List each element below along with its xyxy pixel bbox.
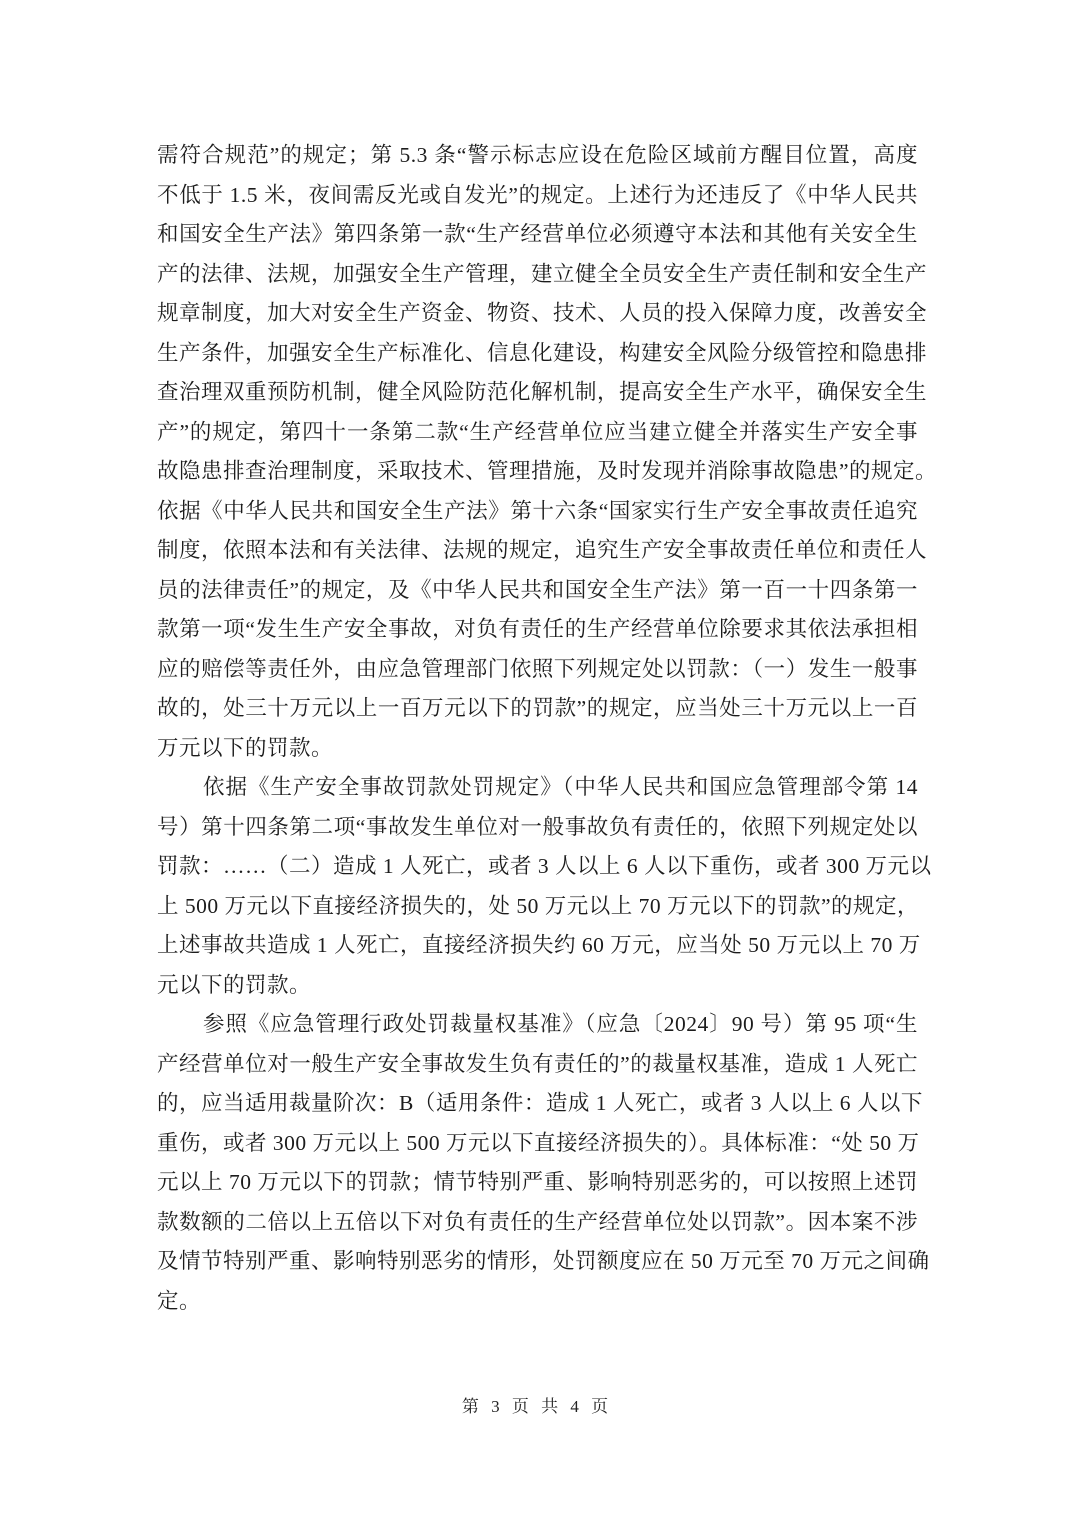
text-line: 产的法律、法规，加强安全生产管理，建立健全全员安全生产责任制和安全生产 [157, 261, 928, 286]
text-line: 重伤，或者 300 万元以上 500 万元以下直接经济损失的）。具体标准：“处 50 万 [157, 1130, 920, 1155]
text-line: 故的，处三十万元以上一百万元以下的罚款”的规定，应当处三十万元以上一百 [157, 696, 918, 720]
paragraph [157, 768, 932, 1005]
text-line: 款第一项“发生生产安全事故，对负有责任的生产经营单位除要求其依法承担相 [157, 617, 918, 641]
text-line: 查治理双重预防机制，健全风险防范化解机制，提高安全生产水平，确保安全生 [157, 380, 928, 404]
text-line: 员的法律责任”的规定，及《中华人民共和国安全生产法》第一百一十四条第一 [157, 577, 918, 602]
text-line: 产经营单位对一般生产安全事故发生负有责任的”的裁量权基准，造成 1 人死亡 [157, 1051, 918, 1076]
text-line: 应的赔偿等责任外，由应急管理部门依照下列规定处以罚款：（一）发生一般事 [157, 656, 918, 681]
text-line: 定。 [157, 1288, 202, 1313]
text-line: 制度，依照本法和有关法律、法规的规定，追究生产安全事故责任单位和责任人 [157, 538, 928, 562]
text-line: 及情节特别严重、影响特别恶劣的情形，处罚额度应在 50 万元至 70 万元之间确 [157, 1249, 930, 1273]
paragraph [157, 1005, 930, 1321]
text-line: 不低于 1.5 米，夜间需反光或自发光”的规定。上述行为还违反了《中华人民共 [157, 182, 918, 207]
text-line: 元以上 70 万元以下的罚款；情节特别严重、影响特别恶劣的，可以按照上述罚 [157, 1170, 918, 1194]
text-line: 款数额的二倍以上五倍以下对负有责任的生产经营单位处以罚款”。因本案不涉 [157, 1209, 918, 1234]
text-line: 罚款：……（二）造成 1 人死亡，或者 3 人以上 6 人以下重伤，或者 300 万元以 [157, 854, 932, 878]
text-line: 故隐患排查治理制度，采取技术、管理措施，及时发现并消除事故隐患”的规定。 [157, 459, 938, 483]
text-line: 生产条件，加强安全生产标准化、信息化建设，构建安全风险分级管控和隐患排 [157, 340, 928, 365]
text-line: 上 500 万元以下直接经济损失的，处 50 万元以上 70 万元以下的罚款”的规定， [157, 893, 920, 918]
text-line: 依据《中华人民共和国安全生产法》第十六条“国家实行生产安全事故责任追究 [157, 498, 918, 523]
text-line: 万元以下的罚款。 [157, 735, 334, 760]
text-line: 规章制度，加大对安全生产资金、物资、技术、人员的投入保障力度，改善安全 [157, 301, 928, 325]
text-line: 的，应当适用裁量阶次：B（适用条件：造成 1 人死亡，或者 3 人以上 6 人以下 [157, 1091, 923, 1115]
text-line: 元以下的罚款。 [157, 972, 312, 997]
text-line: 产”的规定，第四十一条第二款“生产经营单位应当建立健全并落实生产安全事 [157, 419, 918, 444]
text-line: 参照《应急管理行政处罚裁量权基准》（应急〔2024〕90 号）第 95 项“生 [203, 1012, 918, 1036]
page-footer [0, 1392, 1074, 1422]
paragraph [157, 136, 938, 768]
document-body [157, 136, 938, 1321]
text-line: 号）第十四条第二项“事故发生单位对一般事故负有责任的，依照下列规定处以 [157, 814, 918, 839]
text-line: 依据《生产安全事故罚款处罚规定》（中华人民共和国应急管理部令第 14 [203, 775, 918, 799]
text-line: 上述事故共造成 1 人死亡，直接经济损失约 60 万元，应当处 50 万元以上 70 万 [157, 933, 921, 957]
page-number: 第 3 页 共 4 页 [461, 1397, 613, 1416]
text-line: 和国安全生产法》第四条第一款“生产经营单位必须遵守本法和其他有关安全生 [157, 222, 918, 246]
text-line: 需符合规范”的规定；第 5.3 条“警示标志应设在危险区域前方醒目位置，高度 [157, 143, 918, 167]
